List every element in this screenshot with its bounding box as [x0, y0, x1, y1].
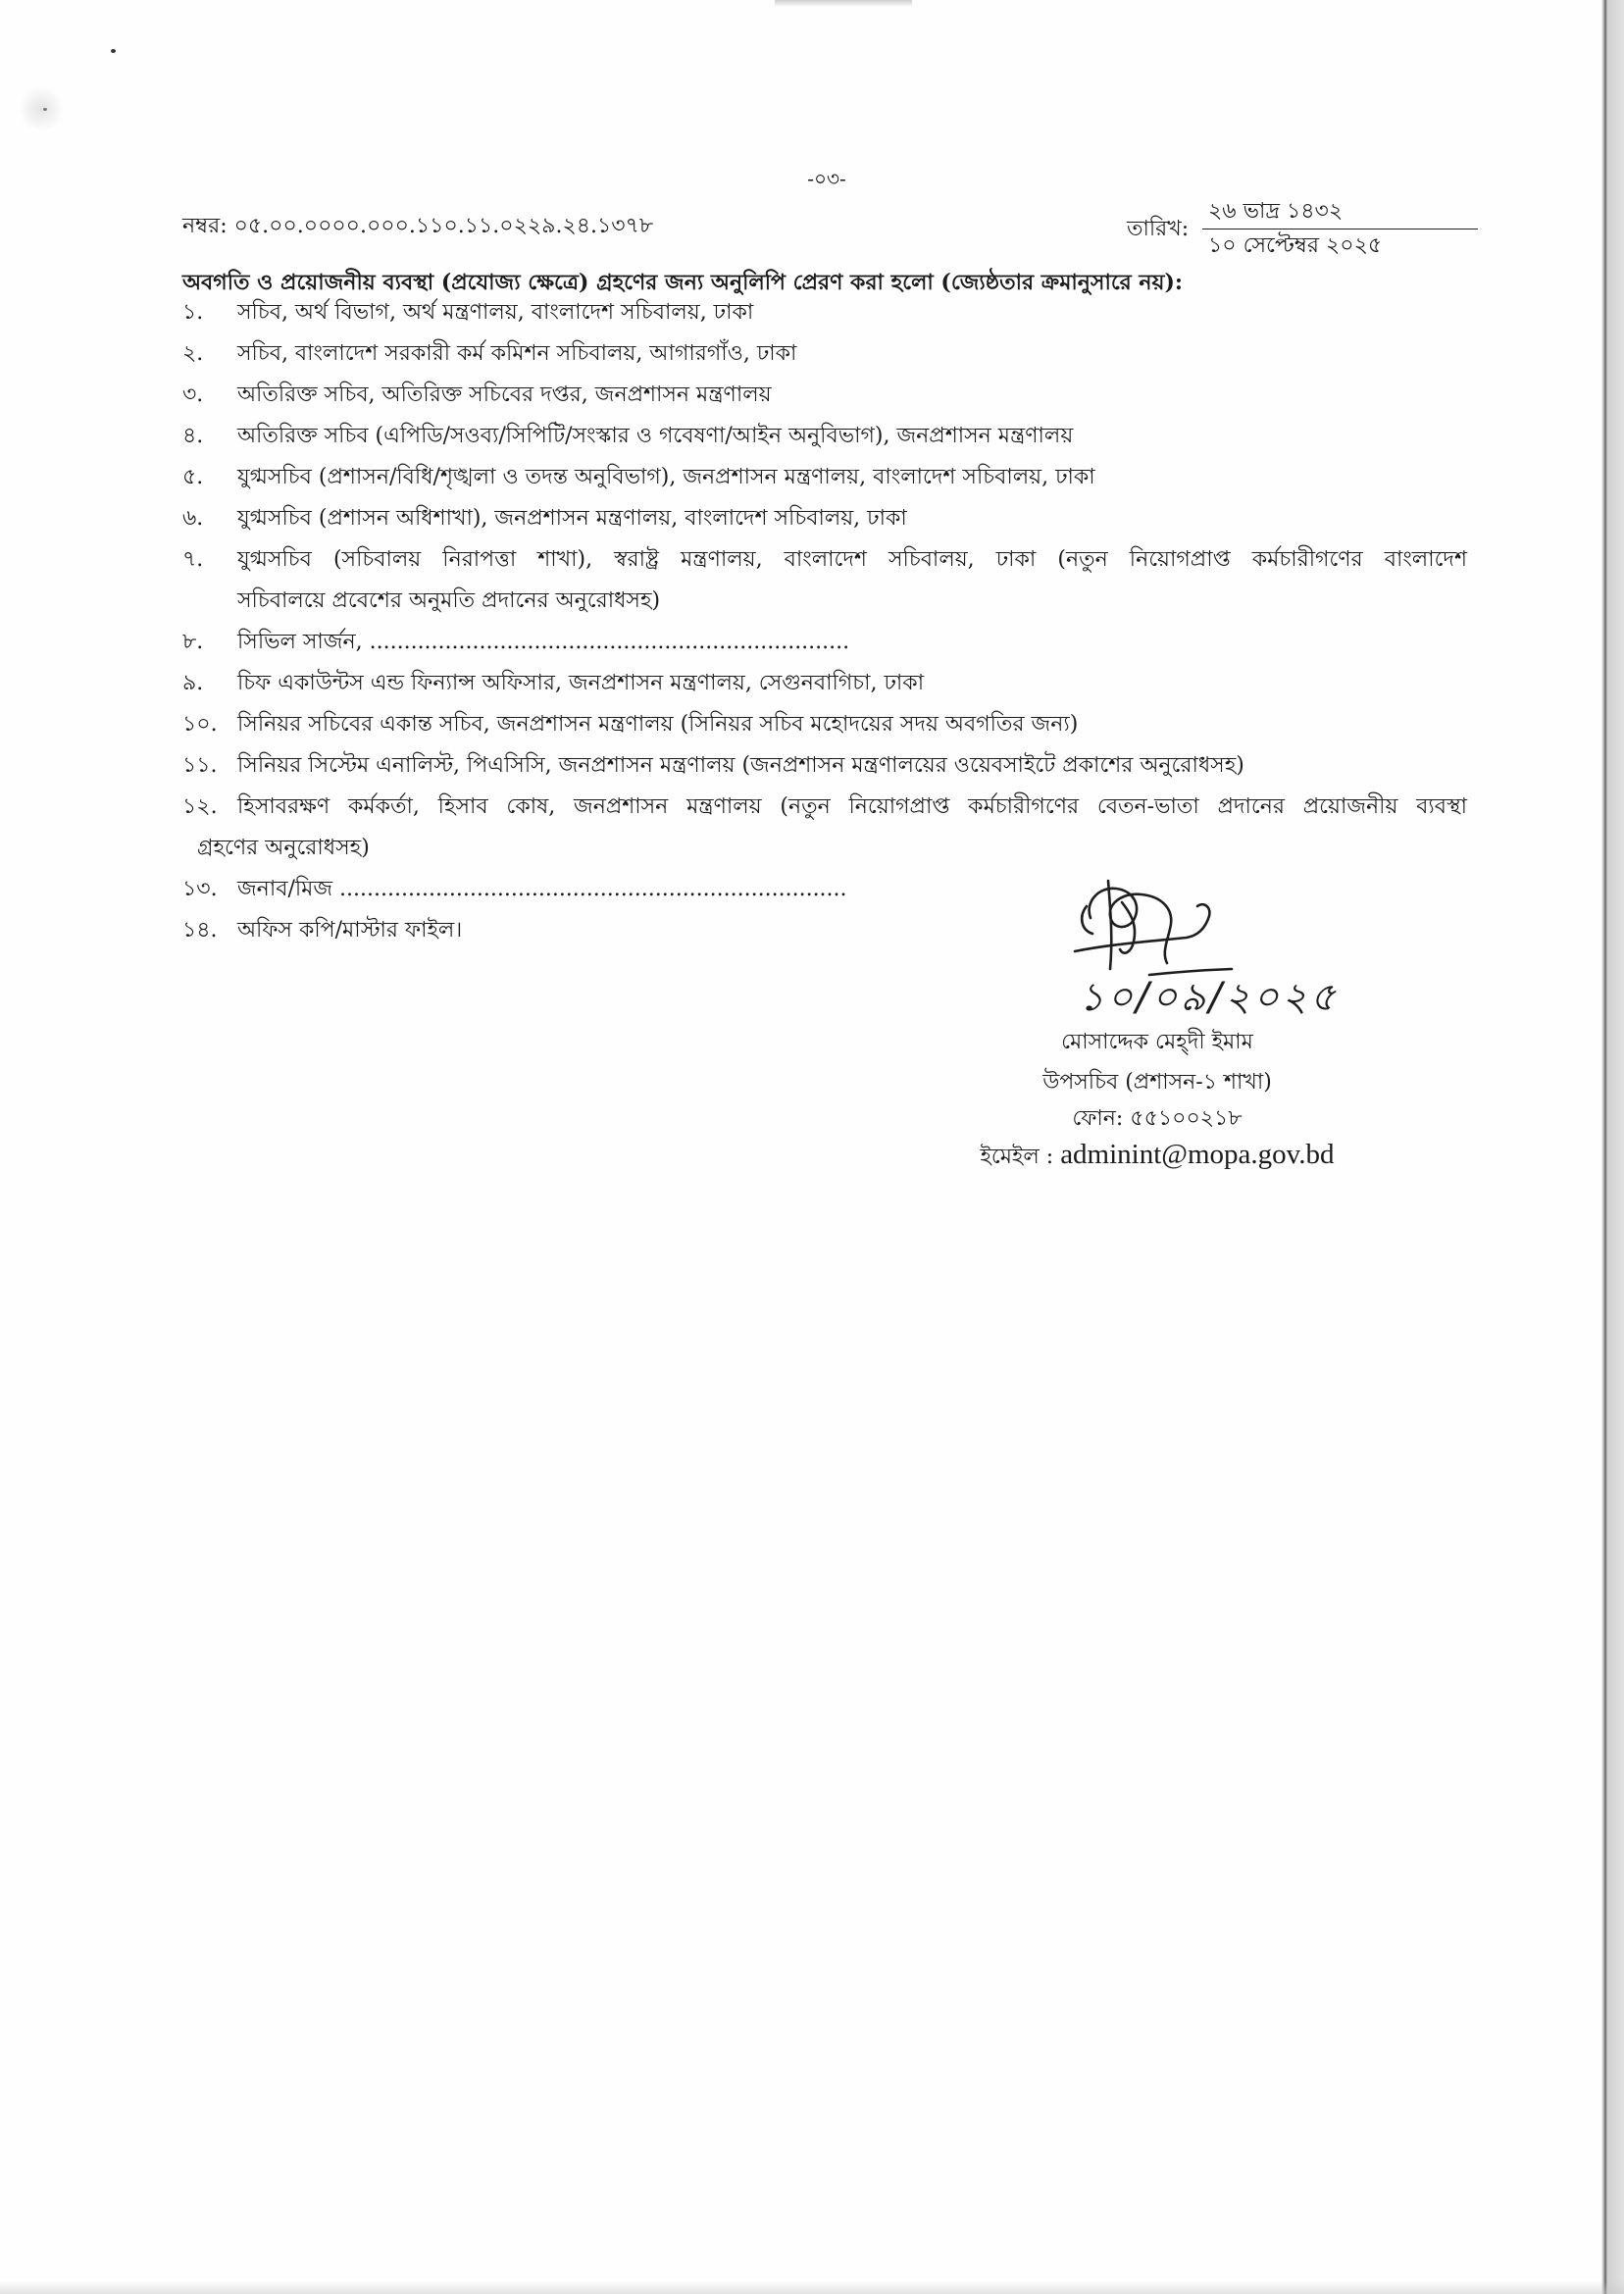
item-number: ৫. — [182, 465, 204, 489]
scan-speck — [111, 49, 116, 53]
signatory-email-label: ইমেইল : — [980, 1145, 1054, 1169]
item-row — [182, 787, 1467, 828]
distribution-item — [182, 333, 1467, 375]
distribution-item — [182, 292, 1467, 333]
item-number: ১০. — [182, 712, 218, 737]
item-row — [182, 375, 1467, 416]
distribution-item — [182, 787, 1467, 869]
distribution-list — [182, 292, 1467, 951]
item-row — [182, 416, 1467, 457]
item-text: যুগ্মসচিব (প্রশাসন/বিধি/শৃঙ্খলা ও তদন্ত অনুবিভাগ), জনপ্রশাসন মন্ত্রণালয়, বাংলাদেশ সচিবালয়, ঢাকা — [237, 465, 1095, 489]
scan-top-marks — [775, 0, 912, 7]
item-text: অফিস কপি/মাস্টার ফাইল। — [237, 918, 463, 943]
scan-smudge — [18, 86, 65, 131]
item-number: ২. — [182, 341, 204, 366]
item-row — [182, 622, 1467, 663]
item-number: ৪. — [182, 424, 204, 448]
signature-stroke — [1082, 906, 1092, 934]
item-number: ১. — [182, 300, 204, 325]
signatory-designation: উপসচিব (প্রশাসন-১ শাখা) — [1042, 1070, 1272, 1095]
signature-stroke — [1108, 881, 1111, 969]
distribution-item — [182, 416, 1467, 457]
item-text: সচিব, বাংলাদেশ সরকারী কর্ম কমিশন সচিবালয়, আগারগাঁও, ঢাকা — [237, 341, 797, 366]
date-gregorian: ১০ সেপ্টেম্বর ২০২৫ — [1208, 233, 1383, 258]
signatory-email: adminint@mopa.gov.bd — [1060, 1139, 1335, 1170]
item-text: সিনিয়র সচিবের একান্ত সচিব, জনপ্রশাসন মন্ত্রণালয় (সিনিয়র সচিব মহোদয়ের সদয় অবগতির জন্য) — [237, 712, 1079, 737]
signature-stroke — [1075, 904, 1209, 951]
item-number: ৩. — [182, 382, 204, 407]
item-text: অতিরিক্ত সচিব, অতিরিক্ত সচিবের দপ্তর, জনপ্রশাসন মন্ত্রণালয় — [237, 382, 772, 407]
signature-stroke — [1090, 889, 1172, 963]
item-row — [182, 663, 1467, 704]
scan-bottom-shade — [0, 2281, 1624, 2294]
item-row — [182, 539, 1467, 581]
distribution-item — [182, 375, 1467, 416]
item-number: ১৪. — [182, 918, 218, 943]
item-number: ৮. — [182, 630, 204, 654]
item-row — [182, 745, 1467, 787]
scan-edge-shadow — [1601, 0, 1624, 2294]
item-row — [182, 457, 1467, 498]
distribution-item — [182, 457, 1467, 498]
item-text: হিসাবরক্ষণ কর্মকর্তা, হিসাব কোষ, জনপ্রশাসন মন্ত্রণালয় (নতুন নিয়োগপ্রাপ্ত কর্মচারীগণের বেতন-ভাতা প্রদানের প্রয়োজনীয় ব্যবস্থা — [237, 794, 1467, 819]
item-row — [182, 292, 1467, 333]
signatory-email-line — [961, 1135, 1353, 1177]
distribution-item — [182, 663, 1467, 704]
item-text: অতিরিক্ত সচিব (এপিডি/সওব্য/সিপিটি/সংস্কার ও গবেষণা/আইন অনুবিভাগ), জনপ্রশাসন মন্ত্রণালয় — [237, 424, 1074, 448]
item-text: যুগ্মসচিব (প্রশাসন অধিশাখা), জনপ্রশাসন মন্ত্রণালয়, বাংলাদেশ সচিবালয়, ঢাকা — [237, 506, 907, 531]
date-block — [1202, 195, 1478, 263]
item-number: ৯. — [182, 671, 204, 695]
distribution-item — [182, 539, 1467, 622]
item-row — [182, 333, 1467, 375]
item-row — [182, 704, 1467, 745]
item-text-continuation: গ্রহণের অনুরোধসহ) — [197, 836, 370, 860]
memo-number: নম্বর: ০৫.০০.০০০০.০০০.১১০.১১.০২২৯.২৪.১৩৭৮ — [182, 214, 654, 238]
date-label: তারিখ: — [1127, 217, 1190, 241]
distribution-item — [182, 498, 1467, 539]
item-text-continuation: সচিবালয়ে প্রবেশের অনুমতি প্রদানের অনুরোধসহ) — [237, 588, 661, 613]
item-number: ১৩. — [182, 877, 218, 901]
item-text: জনাব/মিজ .......................................................................... — [237, 877, 847, 901]
item-number: ৭. — [182, 547, 204, 572]
distribution-heading: অবগতি ও প্রয়োজনীয় ব্যবস্থা (প্রযোজ্য ক্ষেত্রে) গ্রহণের জন্য অনুলিপি প্রেরণ করা হলো (জ্যেষ্ঠতার ক্রমানুসারে নয়): — [182, 270, 1184, 295]
scan-speck — [43, 108, 47, 111]
item-number: ৬. — [182, 506, 204, 531]
item-number: ১১. — [182, 753, 218, 778]
distribution-item — [182, 704, 1467, 745]
item-number: ১২. — [182, 794, 218, 819]
signatory-name: মোসাদ্দেক মেহ্‌দী ইমাম — [1061, 1030, 1253, 1054]
distribution-item — [182, 745, 1467, 787]
item-text: সচিব, অর্থ বিভাগ, অর্থ মন্ত্রণালয়, বাংলাদেশ সচিবালয়, ঢাকা — [237, 300, 754, 325]
item-text: যুগ্মসচিব (সচিবালয় নিরাপত্তা শাখা), স্বরাষ্ট্র মন্ত্রণালয়, বাংলাদেশ সচিবালয়, ঢাকা (নতুন নিয়োগপ্রাপ্ত কর্মচারীগণের বাংলাদেশ — [237, 547, 1467, 572]
signatory-phone: ফোন: ৫৫১০০২১৮ — [1072, 1106, 1243, 1131]
item-text: সিভিল সার্জন, ...................................................................... — [237, 630, 850, 654]
signature-date: ১০/০৯/২০২৫ — [1079, 975, 1339, 1020]
signature — [1040, 873, 1373, 1030]
item-row — [182, 498, 1467, 539]
item-text: চিফ একাউন্টস এন্ড ফিন্যান্স অফিসার, জনপ্রশাসন মন্ত্রণালয়, সেগুনবাগিচা, ঢাকা — [237, 671, 925, 695]
date-bangla: ২৬ ভাদ্র ১৪৩২ — [1202, 195, 1478, 229]
signatory-block — [961, 1025, 1353, 1182]
distribution-item — [182, 622, 1467, 663]
item-text: সিনিয়র সিস্টেম এনালিস্ট, পিএসিসি, জনপ্রশাসন মন্ত্রণালয় (জনপ্রশাসন মন্ত্রণালয়ের ওয়েবসাইটে প্রকাশের অনুরোধসহ) — [237, 753, 1244, 778]
page-number: -০৩- — [807, 167, 846, 190]
